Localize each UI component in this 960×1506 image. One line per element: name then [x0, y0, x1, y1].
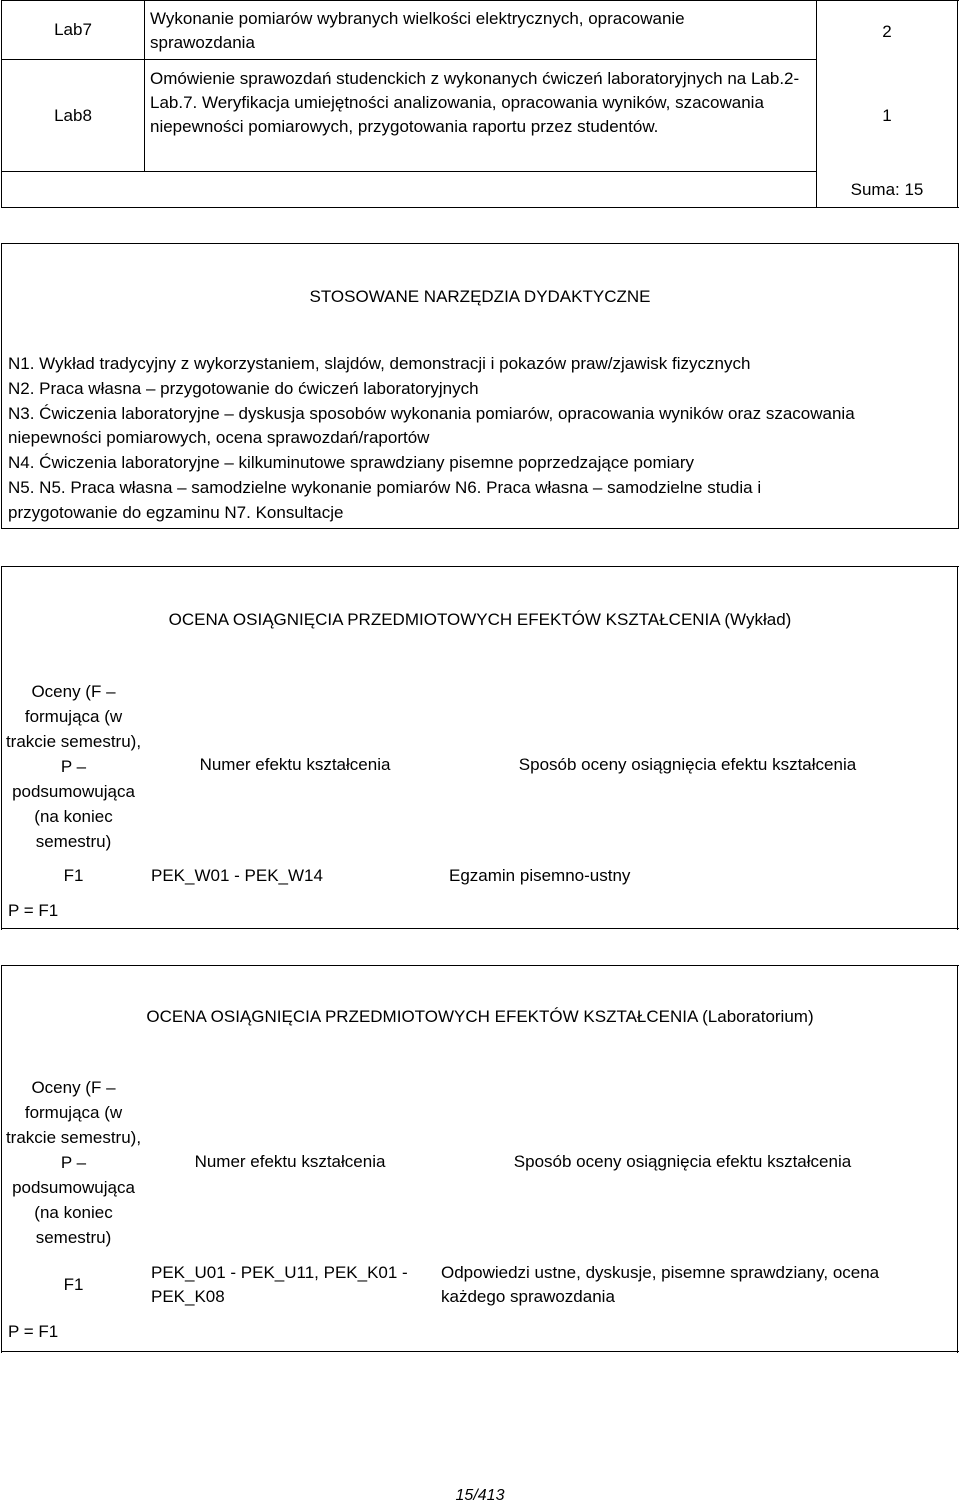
effect-number-header: Numer efektu kształcenia — [194, 1152, 386, 1171]
lab-row-description: Wykonanie pomiarów wybranych wielkości elektrycznych, opracowanie sprawozdania — [150, 9, 685, 52]
grade-type-header: Oceny (F – formująca (w trakcie semestru), P – podsumowująca (na koniec semestru) — [5, 682, 142, 851]
teaching-tools-title: STOSOWANE NARZĘDZIA DYDAKTYCZNE — [309, 287, 651, 306]
lab-row-hours: 1 — [882, 106, 892, 125]
grade-cell: F1 — [63, 1275, 84, 1294]
lab-row-code: Lab7 — [54, 20, 92, 39]
tool-line: N3. Ćwiczenia laboratoryjne – dyskusja sposobów wykonania pomiarów, opracowania wyników oraz szacowania — [8, 403, 855, 423]
tool-line: N4. Ćwiczenia laboratoryjne – kilkuminutowe sprawdziany pisemne poprzedzające pomiary — [8, 453, 694, 473]
tool-line: N1. Wykład tradycyjny z wykorzystaniem, slajdów, demonstracji i pokazów praw/zjawisk fizycznych — [8, 354, 751, 373]
assessment-method-header: Sposób oceny osiągnięcia efektu kształcenia — [513, 1152, 852, 1171]
page-number: 15/413 — [455, 1487, 505, 1504]
effect-number-header: Numer efektu kształcenia — [199, 755, 391, 774]
tool-line: N5. N5. Praca własna – samodzielne wykonanie pomiarów N6. Praca własna – samodzielne studia i — [8, 477, 762, 497]
final-grade-formula: P = F1 — [8, 1322, 59, 1341]
assessment-lecture-title: OCENA OSIĄGNIĘCIA PRZEDMIOTOWYCH EFEKTÓW KSZTAŁCENIA (Wykład) — [168, 610, 792, 629]
tool-line: N2. Praca własna – przygotowanie do ćwiczeń laboratoryjnych — [8, 378, 479, 398]
assessment-method-cell: Odpowiedzi ustne, dyskusje, pisemne sprawdziany, ocena każdego sprawozdania — [441, 1263, 880, 1306]
tool-line: niepewności pomiarowych, ocena sprawozdań/raportów — [8, 428, 430, 448]
final-grade-formula: P = F1 — [8, 901, 59, 920]
lab-hours-sum: Suma: 15 — [850, 180, 924, 199]
grade-cell: F1 — [63, 866, 84, 885]
assessment-method-header: Sposób oceny osiągnięcia efektu kształcenia — [518, 755, 857, 774]
assessment-method-cell: Egzamin pisemno-ustny — [449, 866, 631, 885]
lab-row-description: Omówienie sprawozdań studenckich z wykonanych ćwiczeń laboratoryjnych na Lab.2-Lab.7. Weryfikacja umiejętności analizowania, opracowania wyników, szacowania niepewności pomiarowych, przygotowania raportu przez studentów. — [150, 69, 800, 136]
lab-row-code: Lab8 — [54, 106, 92, 125]
effect-number-cell: PEK_U01 - PEK_U11, PEK_K01 - PEK_K08 — [151, 1263, 408, 1306]
teaching-tools-list — [8, 352, 953, 526]
assessment-lab-title: OCENA OSIĄGNIĘCIA PRZEDMIOTOWYCH EFEKTÓW KSZTAŁCENIA (Laboratorium) — [146, 1007, 814, 1026]
effect-number-cell: PEK_W01 - PEK_W14 — [151, 866, 323, 885]
grade-type-header: Oceny (F – formująca (w trakcie semestru), P – podsumowująca (na koniec semestru) — [5, 1078, 142, 1247]
tool-line: przygotowanie do egzaminu N7. Konsultacje — [8, 502, 344, 522]
lab-row-hours: 2 — [882, 22, 892, 41]
